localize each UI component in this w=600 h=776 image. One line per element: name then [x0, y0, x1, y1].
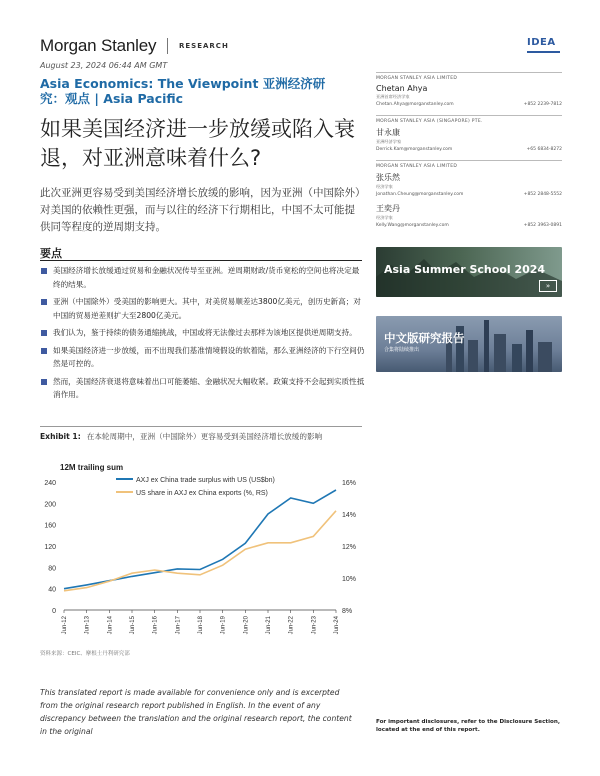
- analyst-phone: +852 3963-0891: [523, 223, 562, 228]
- x-tick-label: Jun-18: [198, 616, 204, 635]
- analyst-email[interactable]: Jonathan.Cheung@morganstanley.com: [376, 192, 464, 197]
- legend-label-share: US share in AXJ ex China exports (%, RS): [136, 490, 268, 497]
- key-point: [40, 295, 365, 322]
- key-points-rule: [40, 260, 362, 261]
- analyst-phone: +65 6834-8272: [526, 147, 562, 152]
- key-point: [40, 264, 365, 291]
- analyst-card: [376, 72, 562, 107]
- translation-notice: This translated report is made available for convenience only and is excerpted from the original research report published in English. In the event of any discrepancy between the translation and the original research report, the content in the original: [40, 688, 352, 736]
- report-date: August 23, 2024 06:44 AM GMT: [40, 61, 168, 70]
- key-point: [40, 344, 365, 371]
- chinese-reports-banner[interactable]: [376, 316, 562, 372]
- bullet-icon: [41, 330, 47, 336]
- chinese-reports-subtitle: 合集将陆续推出: [384, 347, 420, 353]
- y-left-tick-label: 40: [48, 586, 56, 594]
- summary: 此次亚洲更容易受到美国经济增长放缓的影响，因为亚洲（中国除外）对美国的依赖性更强，而与以往的经济下行期相比，中国不太可能提供同等程度的逆周期支持。: [40, 187, 361, 233]
- y-right-tick-label: 10%: [342, 576, 357, 583]
- disclosure-note: For important disclosures, refer to the Disclosure Section, located at the end of this report.: [376, 719, 560, 733]
- x-tick-label: Jun-22: [288, 616, 295, 635]
- analyst-list: [376, 72, 562, 236]
- x-tick-label: Jun-14: [107, 616, 114, 635]
- x-tick-label: Jun-21: [266, 616, 272, 635]
- legend-label-surplus: AXJ ex China trade surplus with US (US$bn): [136, 477, 275, 484]
- y-left-tick-label: 0: [52, 608, 56, 615]
- series-line-us-share: [64, 511, 336, 591]
- x-tick-label: Jun-13: [84, 616, 91, 635]
- y-left-tick-label: 160: [44, 522, 56, 530]
- exhibit-label: Exhibit 1:: [40, 432, 81, 441]
- x-tick-label: Jun-12: [62, 616, 68, 635]
- brand-divider: [167, 38, 168, 54]
- analyst-role: 亚洲首席经济学家: [376, 94, 410, 99]
- analyst-role: 经济学家: [376, 215, 393, 220]
- analyst-firm: MORGAN STANLEY ASIA LIMITED: [376, 76, 458, 81]
- analyst-name: 甘永康: [376, 128, 400, 137]
- y-left-tick-label: 120: [44, 544, 56, 551]
- analyst-firm: MORGAN STANLEY ASIA (SINGAPORE) PTE.: [376, 119, 483, 124]
- report-series: Asia Economics: The Viewpoint 亚洲经济研究：观点 | Asia Pacific: [40, 76, 326, 106]
- idea-rule: [527, 51, 560, 53]
- key-point-text: 如果美国经济进一步放缓，而不出现我们基准情境假设的软着陆，那么亚洲经济的下行空间仍然是可控的。: [53, 345, 365, 368]
- analyst-role: 亚洲经济学家: [376, 139, 402, 144]
- x-tick-label: Jun-15: [130, 616, 136, 635]
- key-point-text: 亚洲（中国除外）受美国的影响更大。其中，对美贸易顺差达3800亿美元，创历史新高；对中国的贸易逆差则扩大至2800亿美元。: [53, 297, 361, 320]
- chart-title: 12M trailing sum: [60, 463, 124, 472]
- key-points-title: 要点: [40, 247, 62, 260]
- key-point: [40, 375, 365, 402]
- analyst-email[interactable]: Kelly.Wang@morganstanley.com: [376, 223, 449, 228]
- y-left-tick-label: 80: [48, 565, 56, 573]
- key-point-text: 然而，美国经济衰退将意味着出口可能萎缩、金融状况大幅收紧。政策支持不会起到实质性抵消作用。: [53, 376, 365, 399]
- x-tick-label: Jun-16: [152, 616, 159, 635]
- y-right-tick-label: 14%: [342, 512, 357, 519]
- x-tick-label: Jun-19: [220, 616, 227, 635]
- headline: 如果美国经济进一步放缓或陷入衰退，对亚洲意味着什么?: [40, 117, 355, 170]
- analyst-phone: +852 2239-7812: [523, 102, 562, 107]
- bullet-icon: [41, 299, 47, 305]
- research-label: RESEARCH: [179, 42, 229, 50]
- exhibit-chart: [38, 458, 368, 648]
- key-point-text: 我们认为，鉴于持续的债务通缩挑战，中国或将无法像过去那样为该地区提供逆周期支持。: [53, 328, 357, 337]
- analyst-role: 经济学家: [376, 184, 393, 189]
- bullet-icon: [41, 268, 47, 274]
- x-tick-label: Jun-23: [311, 616, 318, 635]
- exhibit-caption: [40, 431, 362, 443]
- key-point-text: 美国经济增长放缓通过贸易和金融状况传导至亚洲。逆周期财政/货币宽松的空间也将决定最终的结果。: [53, 266, 360, 289]
- key-point: [40, 326, 365, 340]
- exhibit-source: 资料来源：CEIC、摩根士丹利研究部: [40, 651, 130, 657]
- y-left-tick-label: 200: [44, 501, 56, 509]
- y-right-tick-label: 8%: [342, 608, 353, 615]
- analyst-name: 张乐然: [376, 173, 400, 182]
- idea-tag: IDEA: [527, 37, 556, 48]
- analyst-name: 王奕丹: [376, 204, 400, 213]
- x-tick-label: Jun-20: [243, 616, 250, 635]
- x-tick-label: Jun-17: [175, 616, 182, 635]
- chinese-reports-title: 中文版研究报告: [384, 331, 465, 345]
- bullet-icon: [41, 379, 47, 385]
- y-right-tick-label: 12%: [342, 544, 357, 551]
- analyst-phone: +852 2848-5552: [523, 192, 562, 197]
- y-right-tick-label: 16%: [342, 480, 357, 487]
- analyst-email[interactable]: Chetan.Ahya@morganstanley.com: [376, 102, 454, 107]
- analyst-name: Chetan Ahya: [376, 84, 428, 93]
- y-left-tick-label: 240: [44, 480, 56, 487]
- exhibit-title: 在本轮周期中，亚洲（中国除外）更容易受到美国经济增长放缓的影响: [86, 432, 323, 441]
- brand-logo: Morgan Stanley: [40, 36, 157, 55]
- summer-school-title: Asia Summer School 2024: [384, 263, 546, 276]
- exhibit-rule: [40, 426, 362, 427]
- arrow-right-icon: »: [539, 280, 557, 292]
- bullet-icon: [41, 348, 47, 354]
- analyst-firm: MORGAN STANLEY ASIA LIMITED: [376, 164, 458, 169]
- analyst-card: [376, 115, 562, 152]
- key-points-list: [40, 264, 365, 406]
- x-tick-label: Jun-24: [334, 616, 340, 635]
- summer-school-banner[interactable]: [376, 247, 562, 297]
- series-line-trade-surplus: [64, 490, 336, 589]
- analyst-email[interactable]: Derrick.Kam@morganstanley.com: [376, 147, 453, 152]
- analyst-card: [376, 160, 562, 228]
